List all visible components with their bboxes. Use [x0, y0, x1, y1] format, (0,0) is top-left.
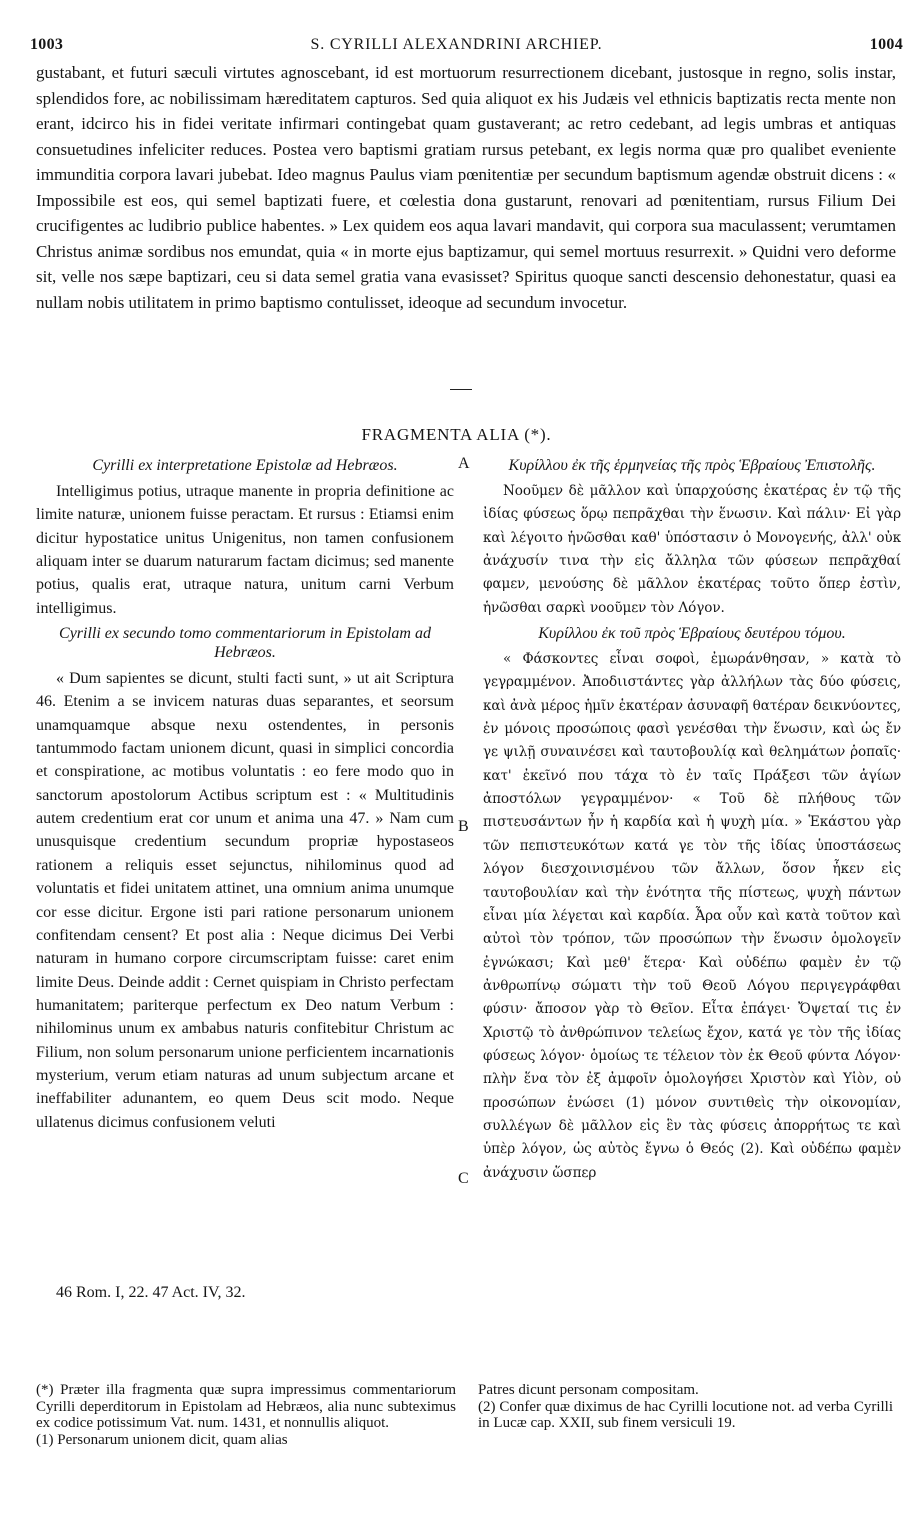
- margin-letter-c: C: [458, 1170, 469, 1187]
- latin-paragraph-1: Intelligimus potius, utraque manente in propria definitione ac limite naturæ, unionem fuisse peractam. Et rursus : Etiamsi enim dicitur hypostatice unitus Unigenitus, non tamen confusionem aliquam inter se duarum naturarum factam dicimus; sed manente potius, qualis erat, utraque natura, unitum carni Verbum intelligimus.: [36, 483, 454, 617]
- page-number-right: 1004: [869, 36, 903, 53]
- latin-heading-1: Cyrilli ex interpretatione Epistolæ ad Hebræos.: [92, 457, 398, 474]
- greek-heading-1: Κυρίλλου ἐκ τῆς ἑρμηνείας τῆς πρὸς Ἑβραίους Ἐπιστολῆς.: [508, 457, 876, 474]
- footnote: (2) Confer quæ diximus de hac Cyrilli locutione not. ad verba Cyrilli in Lucæ cap. XXII, sub finem versiculi 19.: [478, 1398, 893, 1431]
- latin-heading-2: Cyrilli ex secundo tomo commentariorum in Epistolam ad Hebræos.: [59, 625, 431, 662]
- footnote: (*) Præter illa fragmenta quæ supra impressimus commentariorum Cyrilli deperditorum in Epistolam ad Hebræos, alia nunc subteximus ex codice potissimum Vat. num. 1431, et nonnullis aliquot.: [36, 1382, 456, 1431]
- greek-paragraph-1: Νοοῦμεν δὲ μᾶλλον καὶ ὑπαρχούσης ἑκατέρας ἐν τῷ τῆς ἰδίας φύσεως ὅρῳ πεπρᾶχθαι τὴν ἕνωσιν. Καὶ πάλιν· Εἰ γὰρ καὶ λέγοιτο ἡνῶσθαι καθ' ὑπόστασιν ὁ Μονογενής, ἀλλ' οὐκ ἀνάχυσίν τινα τὴν εἰς ἄλληλα τῶν φύσεων πεπρᾶχθαί φαμεν, μενούσης δὲ μᾶλλον ἑκατέρας τοῦτο ὅπερ ἐστὶν, ἡνῶσθαι σαρκὶ νοοῦμεν τὸν Λόγον.: [483, 483, 901, 616]
- section-divider: [450, 389, 472, 390]
- intro-paragraph: gustabant, et futuri sæculi virtutes agnoscebant, id est mortuorum resurrectionem dicebant, justosque in regno, solis instar, splendidos fore, ac nobilissimam hæreditatem capturos. Sed quia aliquot ex his Judæis vel ethnicis baptizatis recta mente non erant, idcirco his in fidei veritate infirmari contingebat quam gustaverant; ac retro cedebant, ad legis umbras et antiquas consuetudines infeliciter reduces. Postea vero baptismi gratiam rursus petebant, ex legis norma quæ pro qualibet eveniente immunditia corpora lavari jubebat. Ideo magnus Paulus viam pœnitentiæ per secundum baptismum agendæ obstruit dicens : « Impossibile est eos, qui semel baptizati fuere, et cœlestia dona gustarunt, renovari ad pœnitentiam, rursus Filium Dei crucifigentes ac ludibrio publice habentes. » Lex quidem eos aqua lavari mandavit, qui corpora sua maculassent; verumtamen Christus animæ sordibus nos emundat, quia « in morte ejus baptizamur, qui semel mortuus resurrexit. » Quidni vero deforme sit, velle nos sæpe baptizari, ceu si data semel gratia vana evasisset? Spiritus quoque sancti descensio dehonestatur, quasi ea nullam nobis utilitatem in primo baptismo contulisset, ideoque ad secundum invocetur.: [36, 63, 896, 312]
- scripture-references: 46 Rom. I, 22. 47 Act. IV, 32.: [56, 1284, 246, 1301]
- running-title: S. CYRILLI ALEXANDRINI ARCHIEP.: [310, 36, 603, 53]
- footnotes-left: [36, 1382, 456, 1448]
- greek-column: [483, 456, 901, 1189]
- margin-letter-b: B: [458, 818, 469, 835]
- latin-paragraph-2: « Dum sapientes se dicunt, stulti facti sunt, » ut ait Scriptura 46. Etenim a se invicem naturas duas separantes, et seorsum unamquamque absque nexu ostendentes, in personis tantummodo factam unionem dicunt, quasi in simplici concordia et conspiratione, ac motibus voluntatis : eo fere modo quo in sanctorum apostolorum Actibus scriptum est : « Multitudinis autem credentium erat cor unum et anima una 47. » Nam cum unusquisque credentium secundum propriæ hypostaseos rationem a reliquis esset sejunctus, nihilominus quod ad voluntatis et fidei unitatem attinet, una omnium anima unumque cor esse dicitur. Ergone isti pari ratione personarum unionem confitendam censent? Et post alia : Neque dicimus Dei Verbi naturam in humano corpore circumscriptam fuisse: caret enim limite Deus. Deinde addit : Cernet quispiam in Christo perfectam humanitatem; pariterque perfectum ex Deo natum Verbum : nihilominus unum ex ambabus naturis confitebitur Christum ac Filium, non solum personarum unione perficientem incarnationis mysterium, verum etiam naturas ad unum subjectum arcane et ineffabiliter adunantem, eo quem Deus scit modo. Neque ullatenus dicimus confusionem veluti: [36, 670, 454, 1131]
- footnote: (1) Personarum unionem dicit, quam alias: [36, 1431, 288, 1448]
- footnotes-right: [478, 1382, 893, 1432]
- fragmenta-title: FRAGMENTA ALIA (*).: [361, 425, 552, 444]
- margin-letter-a: A: [458, 455, 470, 472]
- footnote: Patres dicunt personam compositam.: [478, 1382, 699, 1398]
- page-number-left: 1003: [30, 36, 64, 53]
- greek-paragraph-2: « Φάσκοντες εἶναι σοφοὶ, ἐμωράνθησαν, » κατὰ τὸ γεγραμμένον. Ἀποδιιστάντες γὰρ ἀλλήλων τὰς δύο φύσεις, καὶ ἀνὰ μέρος ἡμῖν ἑκατέραν ἀσυναφῆ θατέραν δεικνύοντες, ἐν μόνοις προσώποις φασὶ γενέσθαι τὴν ἕνωσιν, καὶ ὡς ἔν γε ψιλῇ συναινέσει καὶ ταυτοβουλίᾳ καὶ θελημάτων ῥοπαῖς· κατ' ἐκεῖνό που τάχα τὸ ἐν ταῖς Πράξεσι τῶν ἁγίων ἀποστόλων γεγραμμένον· « Τοῦ δὲ πλήθους τῶν πιστευσάντων ἦν ἡ καρδία καὶ ἡ ψυχὴ μία. » Ἑκάστου γὰρ τῶν πεπιστευκότων κατά γε τὸν τῆς ἰδίας ὑποστάσεως λόγον διεσχοινισμένου τῶν ἄλλων, ὅσον ἧκεν εἰς ταυτοβουλίαν καὶ τὴν ἑνότητα τῆς πίστεως, ψυχὴ πάντων εἶναι μία λέγεται καὶ καρδία. Ἆρα οὖν καὶ κατὰ τοῦτον καὶ αὐτοὶ τὸν τρόπον, τῶν προσώπων τὴν ἕνωσιν ὁμολογεῖν ἐγνώκασι; Καὶ μεθ' ἕτερα· Καὶ οὐδέπω φαμὲν ἐν τῷ ἀνθρωπίνῳ σώματι τὴν τοῦ Θεοῦ Λόγου περιγεγράφθαι φύσιν· ἄποσον γὰρ τὸ Θεῖον. Εἶτα ἐπάγει· Ὄψεταί τις ἐν Χριστῷ τὸ ἀνθρώπινον τελείως ἔχον, κατά γε τὸν τῆς ἰδίας φύσεως λόγον· ὁμοίως τε τέλειον τὸν ἐκ Θεοῦ φύντα Λόγον· πλὴν ἕνα τὸν ἐξ ἀμφοῖν ὁμολογήσει Χριστὸν καὶ Υἱὸν, οὐ προσώπων ἑνώσει (1) μόνον συντιθεὶς τὴν οἰκονομίαν, συλλέγων δὲ μᾶλλον εἰς ἓν τὰς φύσεις ἀπορρήτως τε καὶ ὑπὲρ λόγον, ὡς αὐτὸς ἔγνω ὁ Θεός (2). Καὶ οὐδέπω φαμὲν ἀνάχυσιν ὥσπερ: [483, 651, 901, 1181]
- greek-heading-2: Κυρίλλου ἐκ τοῦ πρὸς Ἑβραίους δευτέρου τόμου.: [538, 625, 846, 643]
- latin-column: [36, 456, 454, 1138]
